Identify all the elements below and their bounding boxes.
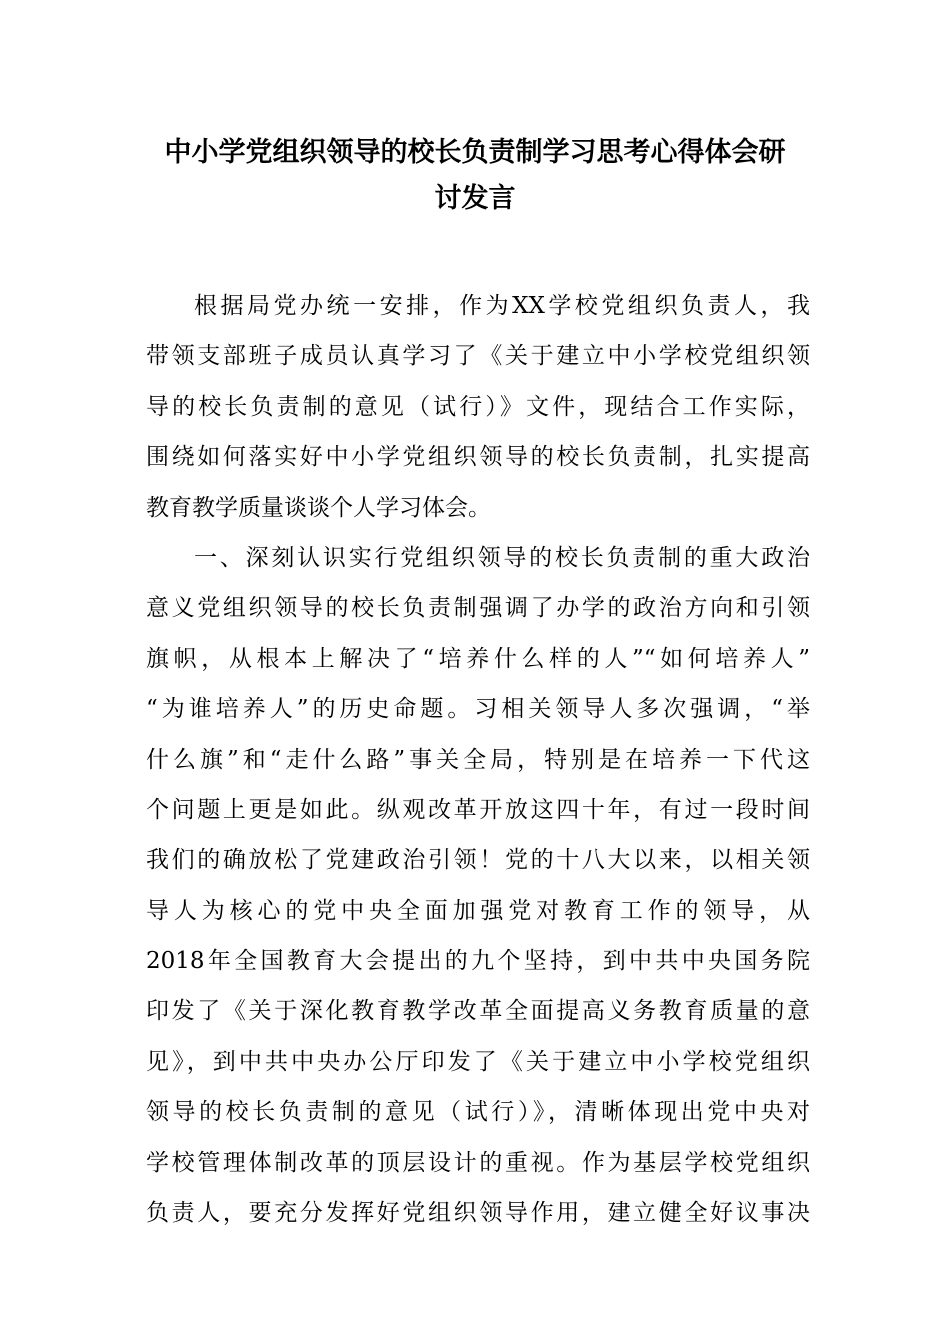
paragraph-line: 意义党组织领导的校长负责制强调了办学的政治方向和引领 <box>146 595 810 622</box>
paragraph-line: 根据局党办统一安排，作为XX学校党组织负责人，我 <box>194 293 810 319</box>
paragraph-line: “为谁培养人”的历史命题。习相关领导人多次强调，“举 <box>146 696 810 723</box>
paragraph-line: 教育教学质量谈谈个人学习体会。 <box>146 494 491 521</box>
paragraph-line: 印发了《关于深化教育教学改革全面提高义务教育质量的意 <box>146 998 810 1025</box>
paragraph-line: 带领支部班子成员认真学习了《关于建立中小学校党组织领 <box>146 343 810 370</box>
paragraph-line: 什么旗”和“走什么路”事关全局，特别是在培养一下代这 <box>146 746 810 773</box>
paragraph-line: 领导的校长负责制的意见（试行）》，清晰体现出党中央对 <box>146 1099 810 1126</box>
document-title <box>140 130 810 222</box>
paragraph-line: 学校管理体制改革的顶层设计的重视。作为基层学校党组织 <box>146 1149 810 1176</box>
paragraph-2 <box>146 533 810 1238</box>
paragraph-line: 我们的确放松了党建政治引领！党的十八大以来，以相关领 <box>146 847 810 874</box>
paragraph-line: 导的校长负责制的意见（试行）》文件，现结合工作实际， <box>146 393 810 420</box>
paragraph-line: 2018年全国教育大会提出的九个坚持，到中共中央国务院 <box>146 948 810 975</box>
paragraph-line: 导人为核心的党中央全面加强党对教育工作的领导，从 <box>146 897 810 924</box>
paragraph-1 <box>146 281 810 533</box>
title-line-1: 中小学党组织领导的校长负责制学习思考心得体会研 <box>164 137 786 168</box>
paragraph-line: 见》，到中共中央办公厅印发了《关于建立中小学校党组织 <box>146 1048 810 1075</box>
paragraph-line: 围绕如何落实好中小学党组织领导的校长负责制，扎实提高 <box>146 444 810 471</box>
paragraph-line: 一、深刻认识实行党组织领导的校长负责制的重大政治 <box>194 544 810 571</box>
title-line-2: 讨发言 <box>434 183 516 214</box>
paragraph-line: 负责人，要充分发挥好党组织领导作用，建立健全好议事决 <box>146 1200 810 1227</box>
paragraph-line: 个问题上更是如此。纵观改革开放这四十年，有过一段时间 <box>146 796 810 823</box>
document-body <box>146 281 810 1238</box>
paragraph-line: 旗帜，从根本上解决了“培养什么样的人”“如何培养人” <box>146 645 810 672</box>
